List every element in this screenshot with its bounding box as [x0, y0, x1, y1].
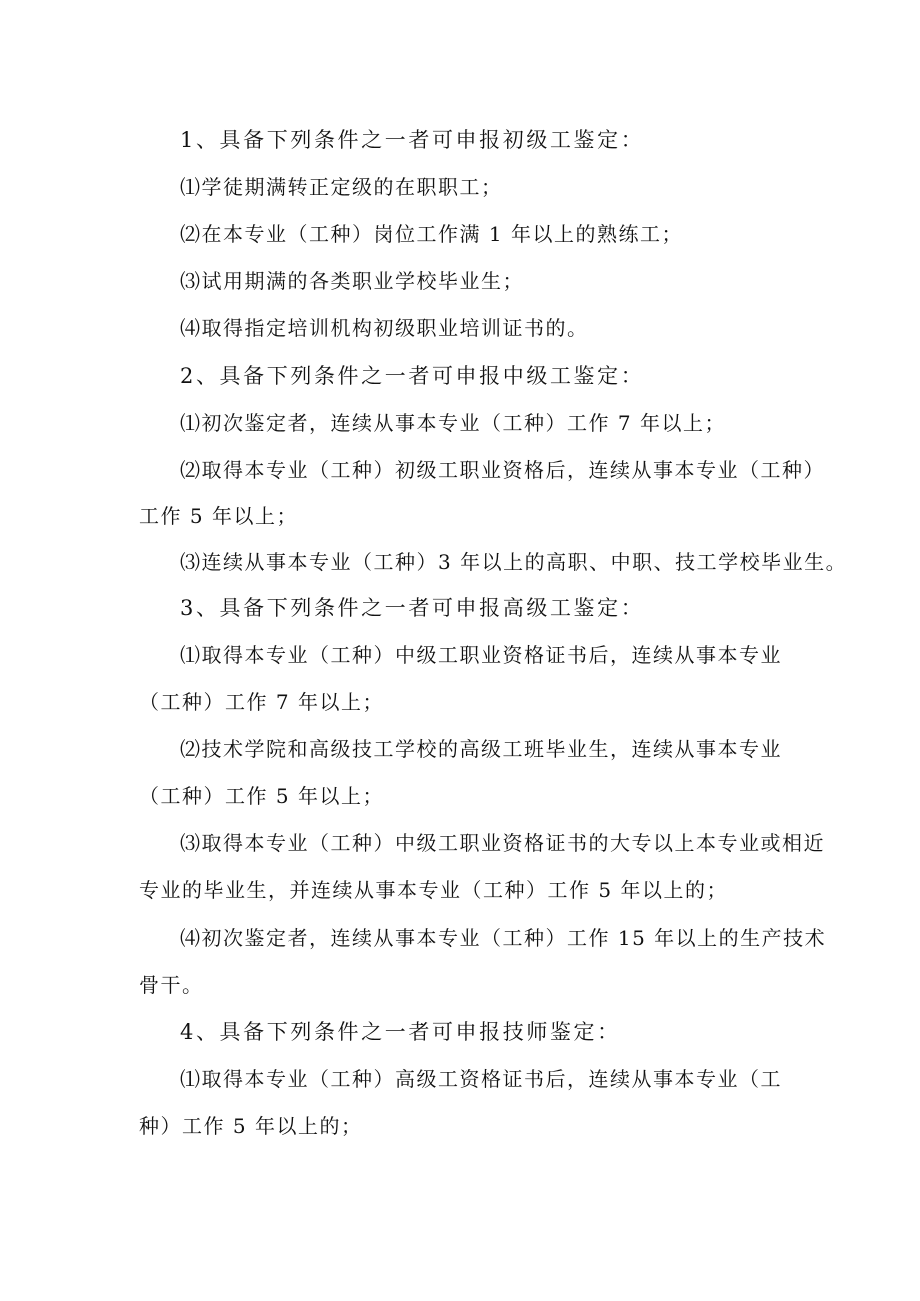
section-3-item-4-continued: 骨干。	[139, 973, 204, 997]
section-4-item-1-continued: 种）工作 5 年以上的；	[139, 1114, 363, 1138]
section-3-item-4: ⑷初次鉴定者，连续从事本专业（工种）工作 15 年以上的生产技术	[180, 926, 827, 950]
section-1-item-1: ⑴学徒期满转正定级的在职职工；	[180, 175, 503, 199]
section-3-heading: 3、具备下列条件之一者可申报高级工鉴定：	[180, 596, 645, 620]
section-3-item-3-continued: 专业的毕业生，并连续从事本专业（工种）工作 5 年以上的；	[139, 878, 728, 902]
section-4-item-1: ⑴取得本专业（工种）高级工资格证书后，连续从事本专业（工	[180, 1067, 782, 1091]
section-1-item-3: ⑶试用期满的各类职业学校毕业生；	[180, 269, 524, 293]
section-3-item-3: ⑶取得本专业（工种）中级工职业资格证书的大专以上本专业或相近	[180, 831, 825, 855]
section-1-item-2: ⑵在本专业（工种）岗位工作满 1 年以上的熟练工；	[180, 222, 683, 246]
section-2-heading: 2、具备下列条件之一者可申报中级工鉴定：	[180, 364, 645, 388]
section-2-item-2: ⑵取得本专业（工种）初级工职业资格后，连续从事本专业（工种）	[180, 458, 825, 482]
section-3-item-1: ⑴取得本专业（工种）中级工职业资格证书后，连续从事本专业	[180, 643, 782, 667]
section-3-item-1-continued: （工种）工作 7 年以上；	[139, 690, 384, 714]
section-3-item-2: ⑵技术学院和高级技工学校的高级工班毕业生，连续从事本专业	[180, 737, 782, 761]
section-2-item-2-continued: 工作 5 年以上；	[139, 504, 298, 528]
section-2-item-3: ⑶连续从事本专业（工种）3 年以上的高职、中职、技工学校毕业生。	[180, 550, 848, 574]
section-1-item-4: ⑷取得指定培训机构初级职业培训证书的。	[180, 316, 589, 340]
section-4-heading: 4、具备下列条件之一者可申报技师鉴定：	[180, 1020, 621, 1044]
section-1-heading: 1、具备下列条件之一者可申报初级工鉴定：	[180, 128, 645, 152]
section-3-item-2-continued: （工种）工作 5 年以上；	[139, 784, 384, 808]
section-2-item-1: ⑴初次鉴定者，连续从事本专业（工种）工作 7 年以上；	[180, 411, 726, 435]
